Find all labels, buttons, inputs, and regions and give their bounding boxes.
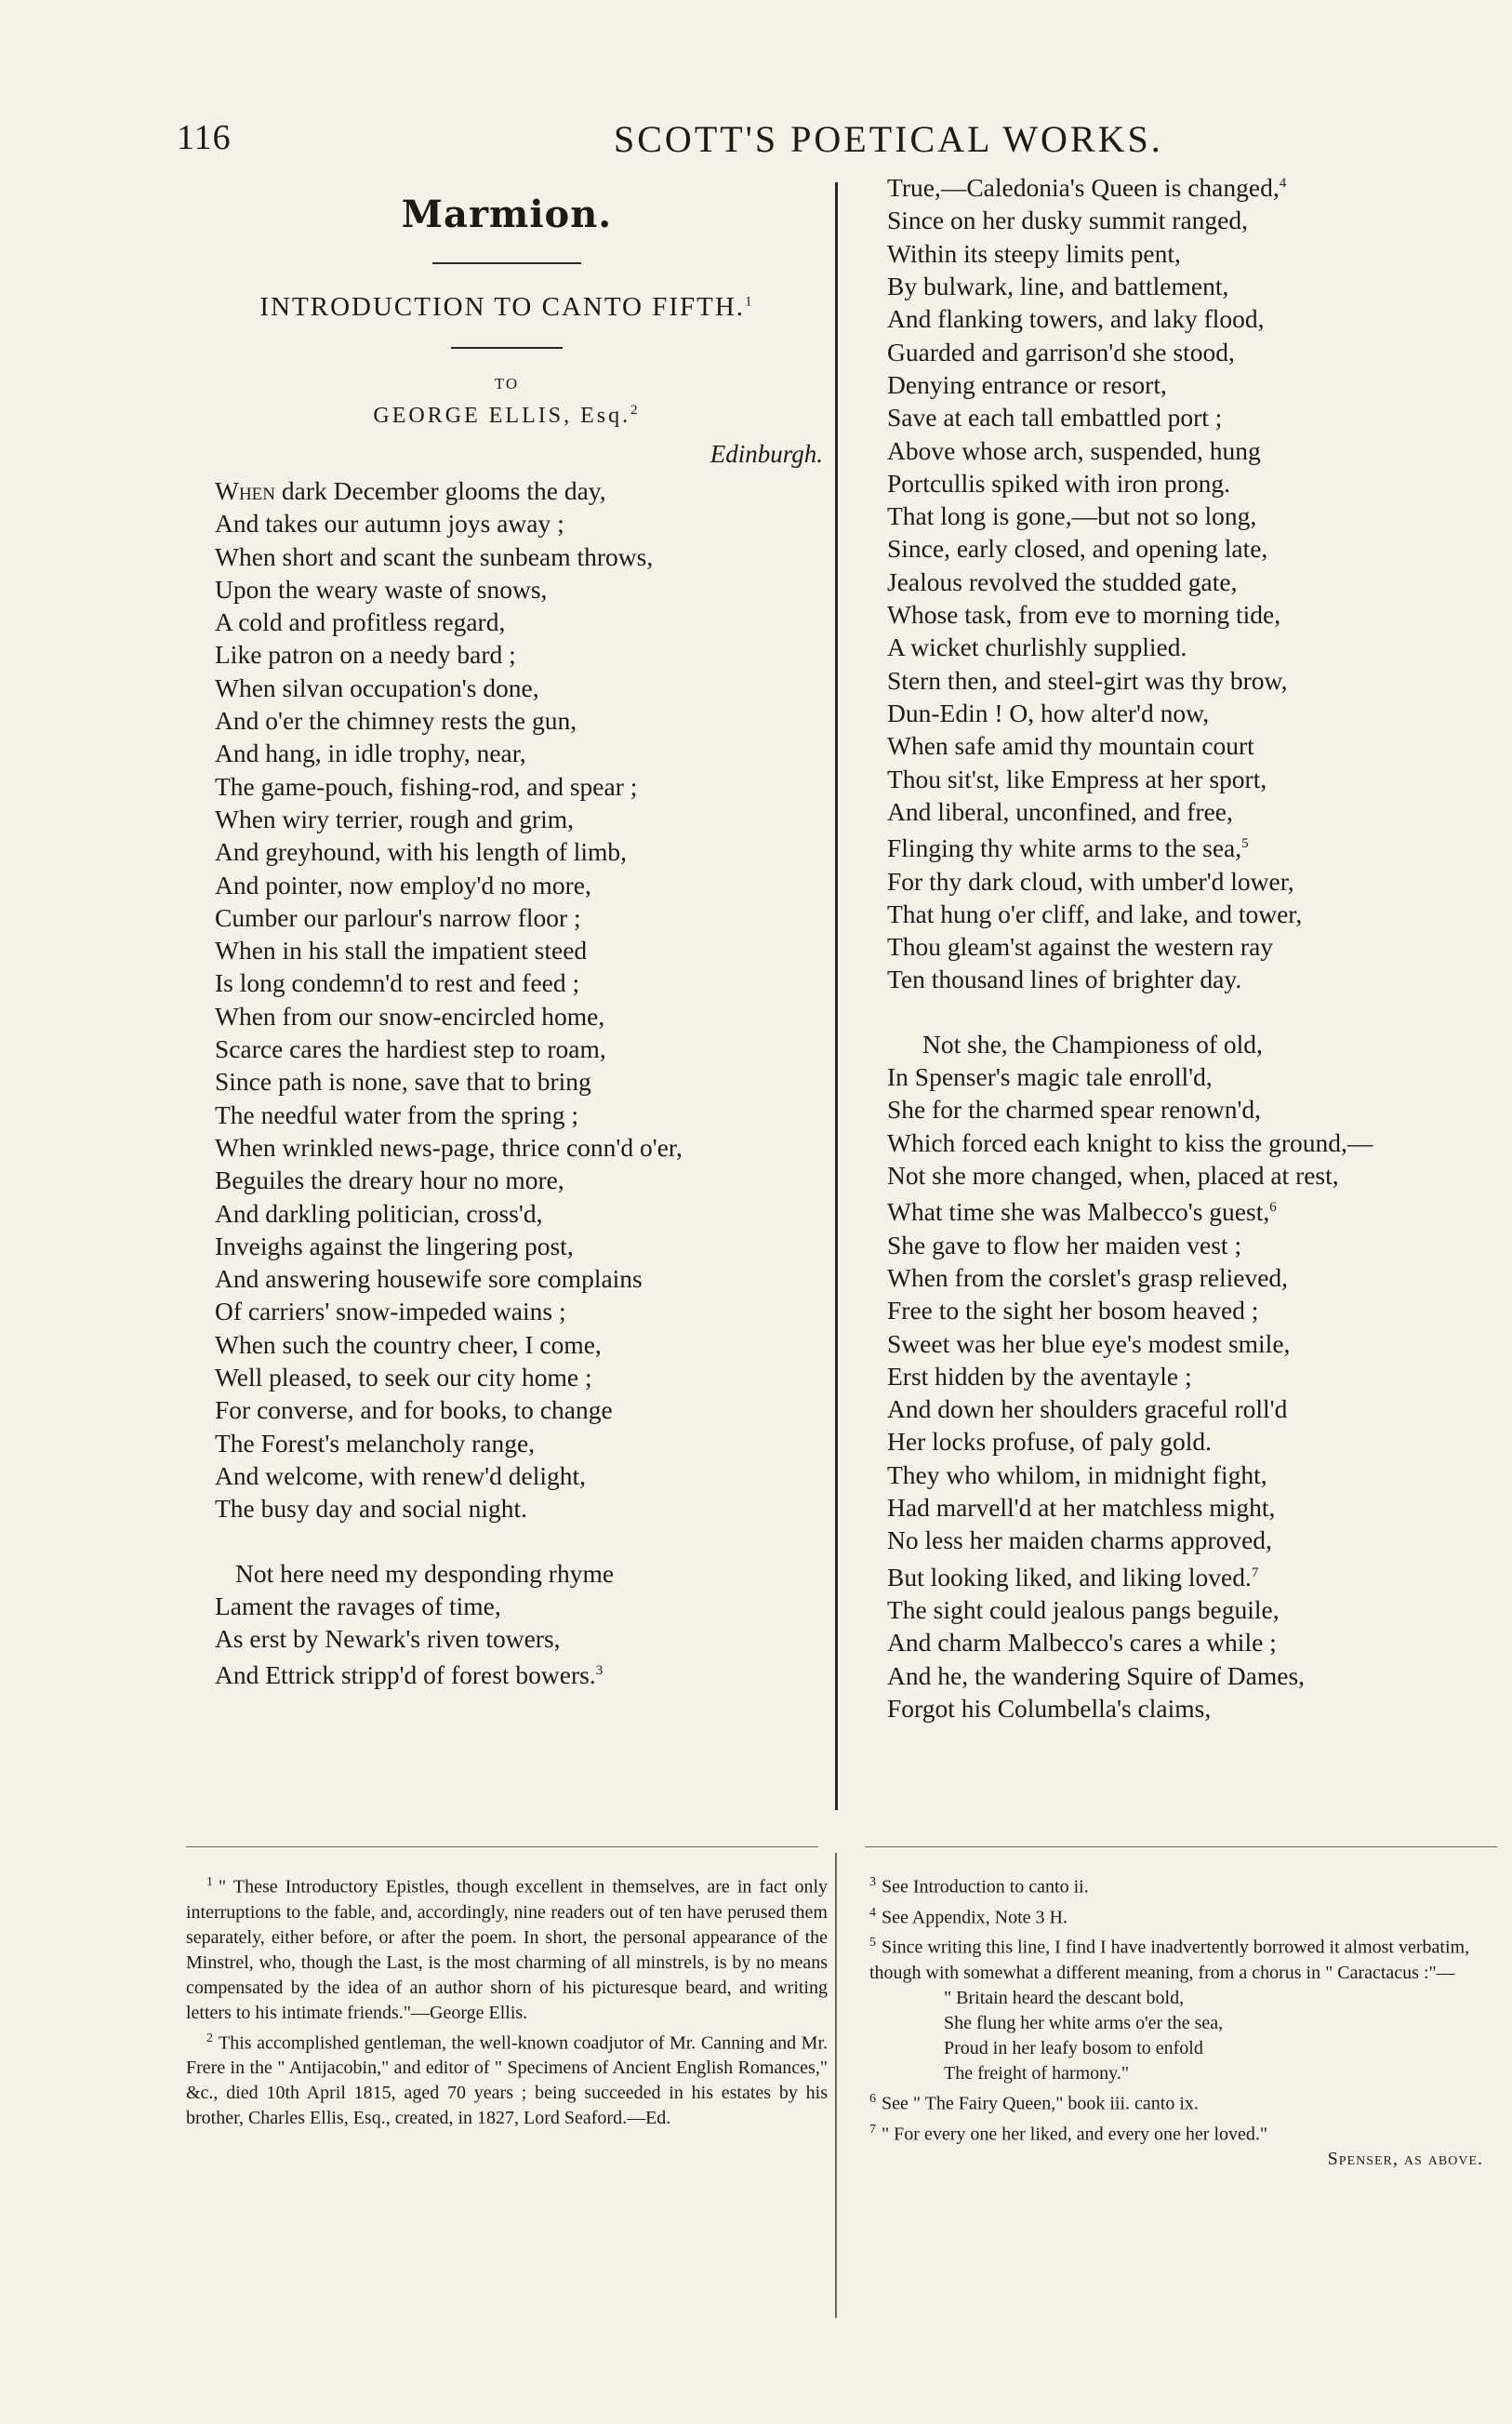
footnote-signature: Spenser, as above. xyxy=(1327,2149,1483,2170)
poem-line-text: And he, the wandering Squire of Dames, xyxy=(887,1660,1306,1690)
page-number: 116 xyxy=(177,118,232,157)
poem-line xyxy=(191,1262,823,1295)
poem-line-text: When silvan occupation's done, xyxy=(215,673,539,702)
poem-line-text: That hung o'er cliff, and lake, and tower, xyxy=(887,899,1303,928)
poem-title: Marmion. xyxy=(401,193,613,236)
poem-line xyxy=(878,368,1473,401)
poem-line-text: And liberal, unconfined, and free, xyxy=(887,796,1233,826)
poem-line xyxy=(191,1361,823,1393)
footnote-number: 7 xyxy=(869,2122,876,2137)
poem-line xyxy=(878,631,1473,663)
poem-line xyxy=(191,1032,823,1065)
dedicatee xyxy=(191,403,823,429)
footnotes-left xyxy=(186,1870,828,2131)
poem-line-text: That long is gone,—but not so long, xyxy=(887,501,1257,531)
poem-line-text: Whose task, from eve to morning tide, xyxy=(887,600,1281,630)
poem-line-text: The Forest's melancholy range, xyxy=(215,1428,536,1458)
poem-line-text: And down her shoulders graceful roll'd xyxy=(887,1394,1288,1424)
poem-line-text: And welcome, with renew'd delight, xyxy=(215,1460,587,1490)
poem-line-text: For converse, and for books, to change xyxy=(215,1395,613,1425)
poem-line xyxy=(878,167,1473,204)
footnote-text: This accomplished gentleman, the well-known coadjutor of Mr. Canning and Mr. Frere in the " Antijacobin," and editor of " Specimens of Ancient English Romances," &c., died 10th April 1815, aged 70 years ; being succeeded in his estates by his brother, Charles Ellis, Esq., created, in 1827, Lord Seaford.—Ed. xyxy=(186,2032,828,2129)
drop-word: When xyxy=(215,476,276,505)
poem-line-text: Free to the sight her bosom heaved ; xyxy=(887,1296,1259,1325)
poem-line xyxy=(191,803,823,835)
poem-line xyxy=(191,507,823,539)
poem-line-text: And darkling politician, cross'd, xyxy=(215,1198,543,1228)
poem-line-text: When wrinkled news-page, thrice conn'd o'er, xyxy=(215,1132,683,1162)
poem-line-text: For thy dark cloud, with umber'd lower, xyxy=(887,866,1294,896)
poem-line xyxy=(878,532,1473,565)
poem-line xyxy=(191,704,823,737)
poem-line xyxy=(878,1425,1473,1458)
poem-line-text: And Ettrick stripp'd of forest bowers. xyxy=(215,1660,596,1690)
poem-line-text: And o'er the chimney rests the gun, xyxy=(215,706,577,736)
footnote-ref: 2 xyxy=(630,403,641,418)
poem-line-text: And flanking towers, and laky flood, xyxy=(887,304,1265,334)
footnote-7 xyxy=(869,2117,1483,2148)
poem-line-text: Beguiles the dreary hour no more, xyxy=(215,1165,564,1195)
poem-line-text: In Spenser's magic tale enroll'd, xyxy=(887,1062,1213,1092)
poem-line xyxy=(878,434,1473,467)
footnote-number: 3 xyxy=(869,1875,876,1889)
poem-line xyxy=(878,1626,1473,1658)
poem-line xyxy=(878,499,1473,532)
poem-line-text: Which forced each knight to kiss the ground,— xyxy=(887,1127,1373,1157)
place-line: Edinburgh. xyxy=(710,440,823,468)
poem-line-text: Erst hidden by the aventayle ; xyxy=(887,1361,1192,1391)
poem-line-text: The busy day and social night. xyxy=(215,1494,528,1524)
poem-line-text: When such the country cheer, I come, xyxy=(215,1329,602,1359)
poem-line xyxy=(191,1427,823,1459)
poem-line-text: Since, early closed, and opening late, xyxy=(887,534,1268,564)
poem-line xyxy=(878,1659,1473,1692)
poem-line-text: Jealous revolved the studded gate, xyxy=(887,566,1238,596)
poem-line-text: No less her maiden charms approved, xyxy=(887,1525,1272,1555)
footnote-ref: 5 xyxy=(1241,836,1249,852)
poem-line xyxy=(191,540,823,573)
footnote-ref: 7 xyxy=(1251,1565,1259,1580)
poem-line-text: When from our snow-encircled home, xyxy=(215,1001,605,1031)
poem-line-text: Well pleased, to seek our city home ; xyxy=(215,1363,592,1392)
poem-line xyxy=(878,1028,1473,1060)
poem-line-text: But looking liked, and liking loved. xyxy=(887,1562,1252,1592)
poem-line xyxy=(191,1393,823,1426)
poem-line xyxy=(878,898,1473,930)
poem-line-text: Sweet was her blue eye's modest smile, xyxy=(887,1328,1291,1358)
poem-line-text: Is long condemn'd to rest and feed ; xyxy=(215,968,580,998)
poem-line-text: Stern then, and steel-girt was thy brow, xyxy=(887,665,1288,695)
poem-line-text: Save at each tall embattled port ; xyxy=(887,403,1223,433)
stanza-gap xyxy=(878,996,1473,1028)
poem-line-text: What time she was Malbecco's guest, xyxy=(887,1197,1270,1227)
left-column xyxy=(191,181,823,1692)
poem-line-text: Thou sit'st, like Empress at her sport, xyxy=(887,764,1267,793)
poem-line xyxy=(878,828,1473,864)
footnote-ref: 1 xyxy=(745,294,754,310)
poem-line-text: She for the charmed spear renown'd, xyxy=(887,1095,1262,1125)
quote-line: Proud in her leafy bosom to enfold xyxy=(944,2037,1203,2058)
footnote-ref: 4 xyxy=(1279,176,1287,191)
poem-line xyxy=(878,1360,1473,1392)
poem-line-text: Ten thousand lines of brighter day. xyxy=(887,965,1242,994)
poem-line xyxy=(191,672,823,704)
poem-line xyxy=(878,1491,1473,1524)
poem-line-text: When wiry terrier, rough and grim, xyxy=(215,804,575,833)
poem-line xyxy=(878,1192,1473,1228)
poem-line-text: True,—Caledonia's Queen is changed, xyxy=(887,173,1280,203)
poem-line xyxy=(878,1159,1473,1192)
footnote-text: Since writing this line, I find I have inadvertently borrowed it almost verbatim, though with somewhat a different meaning, from a chorus in " Caractacus :"— xyxy=(869,1937,1470,1983)
poem-line-text: She gave to flow her maiden vest ; xyxy=(887,1230,1242,1259)
poem-line xyxy=(191,966,823,999)
poem-line xyxy=(191,1099,823,1131)
dedication-to: TO xyxy=(494,375,520,393)
poem-line-text: The game-pouch, fishing-rod, and spear ; xyxy=(215,771,638,801)
poem-line xyxy=(191,1492,823,1525)
footnote-number: 5 xyxy=(869,1936,876,1951)
poem-line xyxy=(191,1164,823,1196)
poem-line xyxy=(191,1230,823,1262)
poem-line xyxy=(878,566,1473,598)
poem-line xyxy=(878,1261,1473,1294)
footnote-rule-left xyxy=(186,1846,818,1847)
poem-line xyxy=(878,270,1473,302)
quote-line: " Britain heard the descant bold, xyxy=(944,1987,1185,2008)
poem-line-text: When from the corslet's grasp relieved, xyxy=(887,1262,1289,1292)
poem-line xyxy=(878,1327,1473,1360)
footnote-4 xyxy=(869,1900,1483,1931)
poem-line-text: And pointer, now employ'd no more, xyxy=(215,870,591,899)
footnote-text: See Introduction to canto ii. xyxy=(882,1876,1089,1898)
footnote-number: 1 xyxy=(206,1875,213,1889)
poem-line xyxy=(878,598,1473,631)
poem-line xyxy=(878,865,1473,898)
first-line-rest: dark December glooms the day, xyxy=(275,476,606,505)
poem-line xyxy=(878,1692,1473,1725)
poem-line-text: Dun-Edin ! O, how alter'd now, xyxy=(887,698,1210,727)
poem-line-text: Inveighs against the lingering post, xyxy=(215,1231,574,1260)
poem-line xyxy=(191,606,823,638)
footnotes-right xyxy=(869,1870,1483,2172)
footnote-text: See Appendix, Note 3 H. xyxy=(882,1907,1068,1928)
poem-line xyxy=(878,204,1473,236)
right-stanza-1 xyxy=(878,167,1473,996)
poem-line-text: Thou gleam'st against the western ray xyxy=(887,932,1274,962)
footnote-1 xyxy=(186,1870,828,2026)
poem-line xyxy=(191,1065,823,1098)
poem-line xyxy=(191,1557,823,1590)
poem-line xyxy=(191,737,823,769)
poem-line-text: Scarce cares the hardiest step to roam, xyxy=(215,1034,606,1064)
poem-line xyxy=(191,1000,823,1032)
footnote-ref: 3 xyxy=(595,1663,603,1679)
poem-line-text: When in his stall the impatient steed xyxy=(215,936,588,966)
poem-line-text: By bulwark, line, and battlement, xyxy=(887,272,1229,301)
poem-line xyxy=(878,401,1473,433)
poem-line xyxy=(878,1093,1473,1125)
page-header xyxy=(177,117,1469,166)
poem-line xyxy=(878,1392,1473,1425)
right-stanza-2 xyxy=(878,1028,1473,1725)
poem-line-text: Upon the weary waste of snows, xyxy=(215,574,548,604)
poem-line xyxy=(191,770,823,803)
poem-line-text: Flinging thy white arms to the sea, xyxy=(887,833,1242,863)
poem-line-text: The sight could jealous pangs beguile, xyxy=(887,1595,1280,1625)
poem-line-text: They who whilom, in midnight fight, xyxy=(887,1459,1267,1489)
poem-line xyxy=(191,1131,823,1164)
poem-line-text: A wicket churlishly supplied. xyxy=(887,633,1187,662)
footnote-text: See " The Fairy Queen," book iii. canto ix. xyxy=(882,2093,1199,2114)
poem-line-text: Within its steepy limits pent, xyxy=(887,238,1181,268)
poem-line xyxy=(878,1593,1473,1626)
poem-line-text: When short and scant the sunbeam throws, xyxy=(215,541,654,571)
footnote-column-divider xyxy=(835,1853,837,2318)
footnote-number: 2 xyxy=(206,2031,213,2045)
poem-line xyxy=(878,1294,1473,1326)
footnote-3 xyxy=(869,1870,1483,1900)
poem-line-text: Cumber our parlour's narrow floor ; xyxy=(215,902,581,932)
poem-line xyxy=(878,664,1473,697)
poem-line xyxy=(878,1458,1473,1491)
poem-line-text: A cold and profitless regard, xyxy=(215,607,506,637)
poem-line-text: Like patron on a needy bard ; xyxy=(215,640,516,670)
poem-line-text: Had marvell'd at her matchless might, xyxy=(887,1493,1276,1523)
footnote-5 xyxy=(869,1930,1483,1986)
footnote-rule-right xyxy=(865,1846,1497,1847)
canto-heading-text: INTRODUCTION TO CANTO FIFTH. xyxy=(259,292,746,322)
poem-line xyxy=(191,835,823,868)
right-column xyxy=(878,167,1473,1725)
poem-line xyxy=(878,336,1473,368)
canto-heading xyxy=(191,292,823,323)
poem-line xyxy=(191,638,823,671)
poem-line-text: Her locks profuse, of paly gold. xyxy=(887,1427,1213,1457)
poem-line-text: Denying entrance or resort, xyxy=(887,369,1167,399)
poem-line xyxy=(191,573,823,606)
poem-line xyxy=(878,237,1473,270)
poem-line-text: Not here need my desponding rhyme xyxy=(235,1558,615,1588)
quote-line: She flung her white arms o'er the sea, xyxy=(944,2012,1224,2033)
footnote-number: 4 xyxy=(869,1905,876,1920)
poem-line xyxy=(191,869,823,901)
footnote-text: " These Introductory Epistles, though excellent in themselves, are in fact only interruptions to the fable, and, accordingly, nine readers out of ten have perused them separately, either before, or after the poem. In short, the personal appearance of the Minstrel, who, though the Last, is the most charming of all minstrels, is by no means compensated by the idea of an author shorn of his picturesque beard, and writing letters to his intimate friends."—George Ellis. xyxy=(186,1876,828,2023)
poem-line-text: And hang, in idle trophy, near, xyxy=(215,739,526,768)
stanza-gap xyxy=(191,1525,823,1557)
poem-line xyxy=(191,1655,823,1691)
poem-line-text: Not she, the Championess of old, xyxy=(922,1029,1263,1059)
poem-line xyxy=(878,467,1473,499)
poem-line xyxy=(878,697,1473,729)
poem-line-text: Guarded and garrison'd she stood, xyxy=(887,337,1235,366)
poem-line-text: Of carriers' snow-impeded wains ; xyxy=(215,1297,566,1326)
poem-line-text: Since path is none, save that to bring xyxy=(215,1067,591,1097)
poem-line-text: Lament the ravages of time, xyxy=(215,1591,501,1620)
column-divider xyxy=(835,182,838,1810)
poem-line xyxy=(191,1459,823,1492)
poem-line-text: And takes our autumn joys away ; xyxy=(215,509,564,539)
poem-line-text: As erst by Newark's riven towers, xyxy=(215,1624,561,1654)
footnote-ref: 6 xyxy=(1269,1200,1277,1216)
footnote-2 xyxy=(186,2026,828,2132)
running-head: SCOTT'S POETICAL WORKS. xyxy=(614,118,1163,160)
poem-line-text: Not she more changed, when, placed at rest, xyxy=(887,1160,1339,1190)
left-stanza-2 xyxy=(191,1557,823,1692)
poem-line-text: And answering housewife sore complains xyxy=(215,1264,643,1294)
dedicatee-name: GEORGE ELLIS, Esq. xyxy=(373,404,631,428)
poem-line xyxy=(191,1197,823,1230)
poem-line xyxy=(878,1229,1473,1261)
poem-line-text: And greyhound, with his length of limb, xyxy=(215,837,628,867)
poem-line-text: Portcullis spiked with iron prong. xyxy=(887,468,1230,498)
poem-line-text: Since on her dusky summit ranged, xyxy=(887,206,1248,235)
poem-line xyxy=(191,1590,823,1622)
footnote-6 xyxy=(869,2086,1483,2117)
poem-line-text: Above whose arch, suspended, hung xyxy=(887,435,1261,465)
poem-line xyxy=(878,1060,1473,1093)
title-rule xyxy=(432,262,581,264)
poem-line-text: The needful water from the spring ; xyxy=(215,1099,578,1129)
poem-line xyxy=(878,930,1473,963)
poem-line xyxy=(878,795,1473,828)
poem-line xyxy=(191,474,823,507)
poem-line-text: Forgot his Columbella's claims, xyxy=(887,1693,1212,1723)
poem-line xyxy=(878,1557,1473,1593)
footnote-text: " For every one her liked, and every one her loved." xyxy=(882,2124,1268,2145)
poem-line xyxy=(878,1524,1473,1556)
poem-line xyxy=(878,963,1473,995)
left-stanza-1 xyxy=(191,507,823,1525)
poem-line-text: And charm Malbecco's cares a while ; xyxy=(887,1628,1277,1658)
poem-line xyxy=(191,1295,823,1327)
caractacus-quote xyxy=(869,1986,1483,2086)
poem-line xyxy=(878,302,1473,335)
poem-line xyxy=(878,729,1473,762)
heading-rule xyxy=(451,347,563,349)
poem-line xyxy=(191,934,823,966)
poem-line xyxy=(191,901,823,934)
poem-line xyxy=(191,1622,823,1655)
poem-line-text: When safe amid thy mountain court xyxy=(887,731,1254,761)
quote-line: The freight of harmony." xyxy=(944,2062,1130,2084)
poem-line xyxy=(191,1328,823,1361)
poem-line xyxy=(878,763,1473,795)
poem-line xyxy=(878,1126,1473,1159)
footnote-number: 6 xyxy=(869,2091,876,2106)
